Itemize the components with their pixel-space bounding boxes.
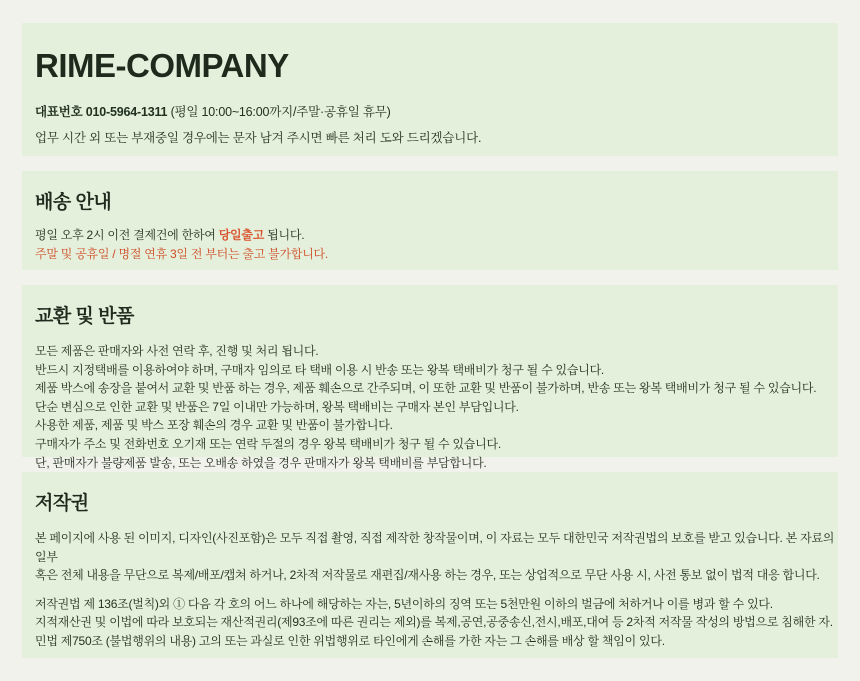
page-title: RIME-COMPANY [35,47,289,84]
shipping-line-1-accent: 당일출고 [218,228,268,242]
exchange-line: 사용한 제품, 제품 및 박스 포장 훼손의 경우 교환 및 반품이 불가합니다. [35,418,393,433]
copyright-line: 본 페이지에 사용 된 이미지, 디자인(사진포함)은 모두 직접 촬영, 직접 제작한 창작물이며, 이 자료는 모두 대한민국 저작권법의 보호를 받고 있습니다. 본 자료의 일부 [35,531,835,564]
shipping-line-1 [35,226,838,245]
contact-note: 업무 시간 외 또는 부재중일 경우에는 문자 남겨 주시면 빠른 처리 도와 드리겠습니다. [35,130,482,145]
paragraph-spacer [35,585,838,595]
contact-hours: (평일 10:00~16:00까지/주말·공휴일 휴무) [170,104,391,119]
hero-panel [22,23,838,156]
copyright-law-line: 지적재산권 및 이법에 따라 보호되는 재산적권리(제93조에 따른 권리는 제외)를 복제,공연,공중송신,전시,배포,대여 등 2차적 저작물 작성의 방법으로 침해한 자. [35,615,833,630]
shipping-section [22,171,838,270]
exchange-line: 반드시 지정택배를 이용하여야 하며, 구매자 임의로 타 택배 이용 시 반송 또는 왕복 택배비가 청구 될 수 있습니다. [35,362,604,377]
shipping-line-2: 주말 및 공휴일 / 명절 연휴 3일 전 부터는 출고 불가합니다. [35,247,328,262]
exchange-line: 제품 박스에 송장을 붙여서 교환 및 반품 하는 경우, 제품 훼손으로 간주되며, 이 또한 교환 및 반품이 불가하며, 반송 또는 왕복 택배비가 청구 될 수 있습니다. [35,381,817,396]
copyright-section [22,472,838,658]
copyright-line: 혹은 전체 내용을 무단으로 복제/배포/캡쳐 하거나, 2차적 저작물로 재편집/재사용 하는 경우, 또는 상업적으로 무단 사용 시, 사전 통보 없이 법적 대응 합니다. [35,568,820,583]
exchange-title: 교환 및 반품 [35,306,134,327]
exchange-line: 모든 제품은 판매자와 사전 연락 후, 진행 및 처리 됩니다. [35,344,319,358]
contact-number: 대표번호 010-5964-1311 [35,104,168,119]
exchange-section [22,285,838,470]
exchange-line: 단, 판매자가 불량제품 발송, 또는 오배송 하였을 경우 판매자가 왕복 택배비를 부담합니다. [35,455,487,470]
shipping-line-1-pre: 평일 오후 2시 이전 결제건에 한하여 [35,228,219,242]
copyright-title: 저작권 [35,493,89,514]
shipping-line-1-post: 됩니다. [267,228,305,242]
exchange-line: 단순 변심으로 인한 교환 및 반품은 7일 이내만 가능하며, 왕복 택배비는 구매자 본인 부담입니다. [35,399,519,414]
contact-line [35,102,838,120]
exchange-line: 구매자가 주소 및 전화번호 오기재 또는 연락 두절의 경우 왕복 택배비가 청구 될 수 있습니다. [35,436,501,451]
copyright-law-line: 민법 제750조 (불법행위의 내용) 고의 또는 과실로 인한 위법행위로 타인에게 손해를 가한 자는 그 손해를 배상 할 책임이 있다. [35,633,665,648]
copyright-law-line: 저작권법 제 136조(벌칙)외 ① 다음 각 호의 어느 하나에 해당하는 자는, 5년이하의 징역 또는 5천만원 이하의 벌금에 처하거나 이를 병과 할 수 있다. [35,596,773,611]
shipping-title: 배송 안내 [35,192,112,213]
